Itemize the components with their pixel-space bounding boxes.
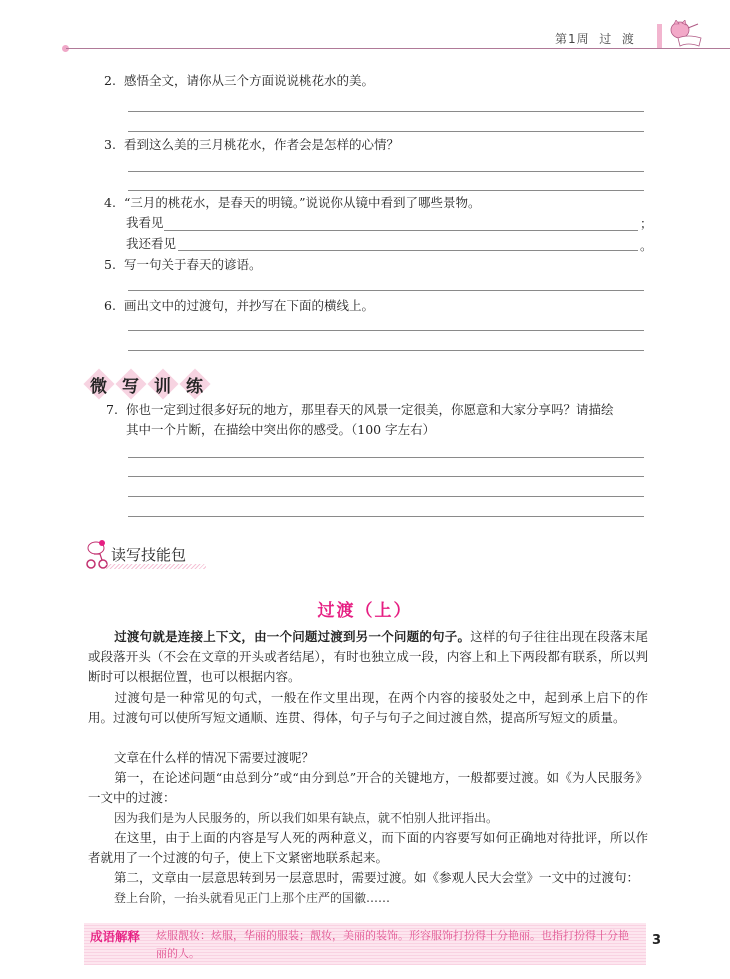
paragraph-3: 文章在什么样的情况下需要过渡呢？: [114, 750, 315, 765]
article-title: 过渡（上）: [317, 601, 413, 621]
header-title: 第1周 过 渡: [555, 32, 635, 46]
idiom-text: 炫服靓妆：炫服，华丽的服装；靓妆，美丽的装饰。形容服饰打扮得十分艳丽。也指打扮得十分艳丽的人。: [156, 929, 629, 960]
question-7: 7. 你也一定到过很多好玩的地方，那里春天的风景一定很美，你愿意和大家分享吗？请描绘: [106, 402, 614, 417]
example-quote-2: 登上台阶，一抬头就看见正门上那个庄严的国徽……: [114, 891, 391, 905]
fill-end-1: ；: [640, 216, 653, 231]
paragraph-1: 过渡句就是连接上下文，由一个问题过渡到另一个问题的句子。这样的句子往往出现在段落末尾或段落开头（不会在文章的开头或者结尾），有时也独立成一段，内容上和上下两段都有联系，所以判断时可以根据位置，也可以根据内容。: [88, 629, 648, 684]
answer-line[interactable]: [128, 350, 644, 351]
answer-line[interactable]: [128, 330, 644, 331]
header-rule: [66, 48, 730, 49]
answer-line[interactable]: [128, 190, 644, 191]
answer-line[interactable]: [128, 476, 644, 477]
example-quote-1: 因为我们是为人民服务的，所以我们如果有缺点，就不怕别人批评指出。: [114, 811, 499, 825]
answer-line[interactable]: [128, 496, 644, 497]
answer-line[interactable]: [128, 516, 644, 517]
swoosh-decor: [106, 564, 206, 569]
answer-line[interactable]: [128, 457, 644, 458]
answer-line[interactable]: [128, 290, 644, 291]
answer-line[interactable]: [128, 131, 644, 132]
skill-pack-title: 读写技能包: [111, 546, 187, 564]
question-4: 4. “三月的桃花水，是春天的明镜。”说说你从镜中看到了哪些景物。: [104, 195, 481, 210]
question-6: 6. 画出文中的过渡句，并抄写在下面的横线上。: [104, 298, 375, 313]
fill-label-1: 我看见: [126, 215, 164, 230]
header-accent-bar: [657, 24, 662, 48]
question-3: 3. 看到这么美的三月桃花水，作者会是怎样的心情？: [104, 137, 400, 152]
fill-line-2[interactable]: [178, 250, 638, 251]
paragraph-6: 在这里，由于上面的内容是写人死的两种意义，而下面的内容要写如何正确地对待批评，所以作者就用了一个过渡的句子，使上下文紧密地联系起来。: [88, 830, 648, 865]
answer-line[interactable]: [128, 111, 644, 112]
question-5: 5. 写一句关于春天的谚语。: [104, 257, 262, 272]
question-7-line2: 其中一个片断，在描绘中突出你的感受。（100 字左右）: [126, 422, 436, 437]
fill-label-2: 我还看见: [126, 236, 177, 251]
book-cat-icon: [668, 20, 704, 48]
idiom-label: 成语解释: [90, 929, 141, 944]
paragraph-2: 过渡句是一种常见的句式，一般在作文里出现，在两个内容的接驳处之中，起到承上启下的作用。过渡句可以使所写短文通顺、连贯、得体，句子与句子之间过渡自然，提高所写短文的质量。: [88, 690, 648, 725]
idiom-box: [84, 923, 646, 965]
answer-line[interactable]: [128, 171, 644, 172]
fill-end-2: 。: [640, 238, 653, 253]
fill-line-1[interactable]: [164, 230, 638, 231]
paragraph-7: 第二，文章由一层意思转到另一层意思时，需要过渡。如《参观人民大会堂》一文中的过渡句：: [114, 870, 640, 885]
question-2: 2. 感悟全文，请你从三个方面说说桃花水的美。: [104, 73, 375, 88]
page-number: 3: [652, 933, 662, 948]
paragraph-4: 第一，在论述问题“由总到分”或“由分到总”开合的关键地方，一般都要过渡。如《为人民服务》一文中的过渡：: [88, 770, 648, 805]
